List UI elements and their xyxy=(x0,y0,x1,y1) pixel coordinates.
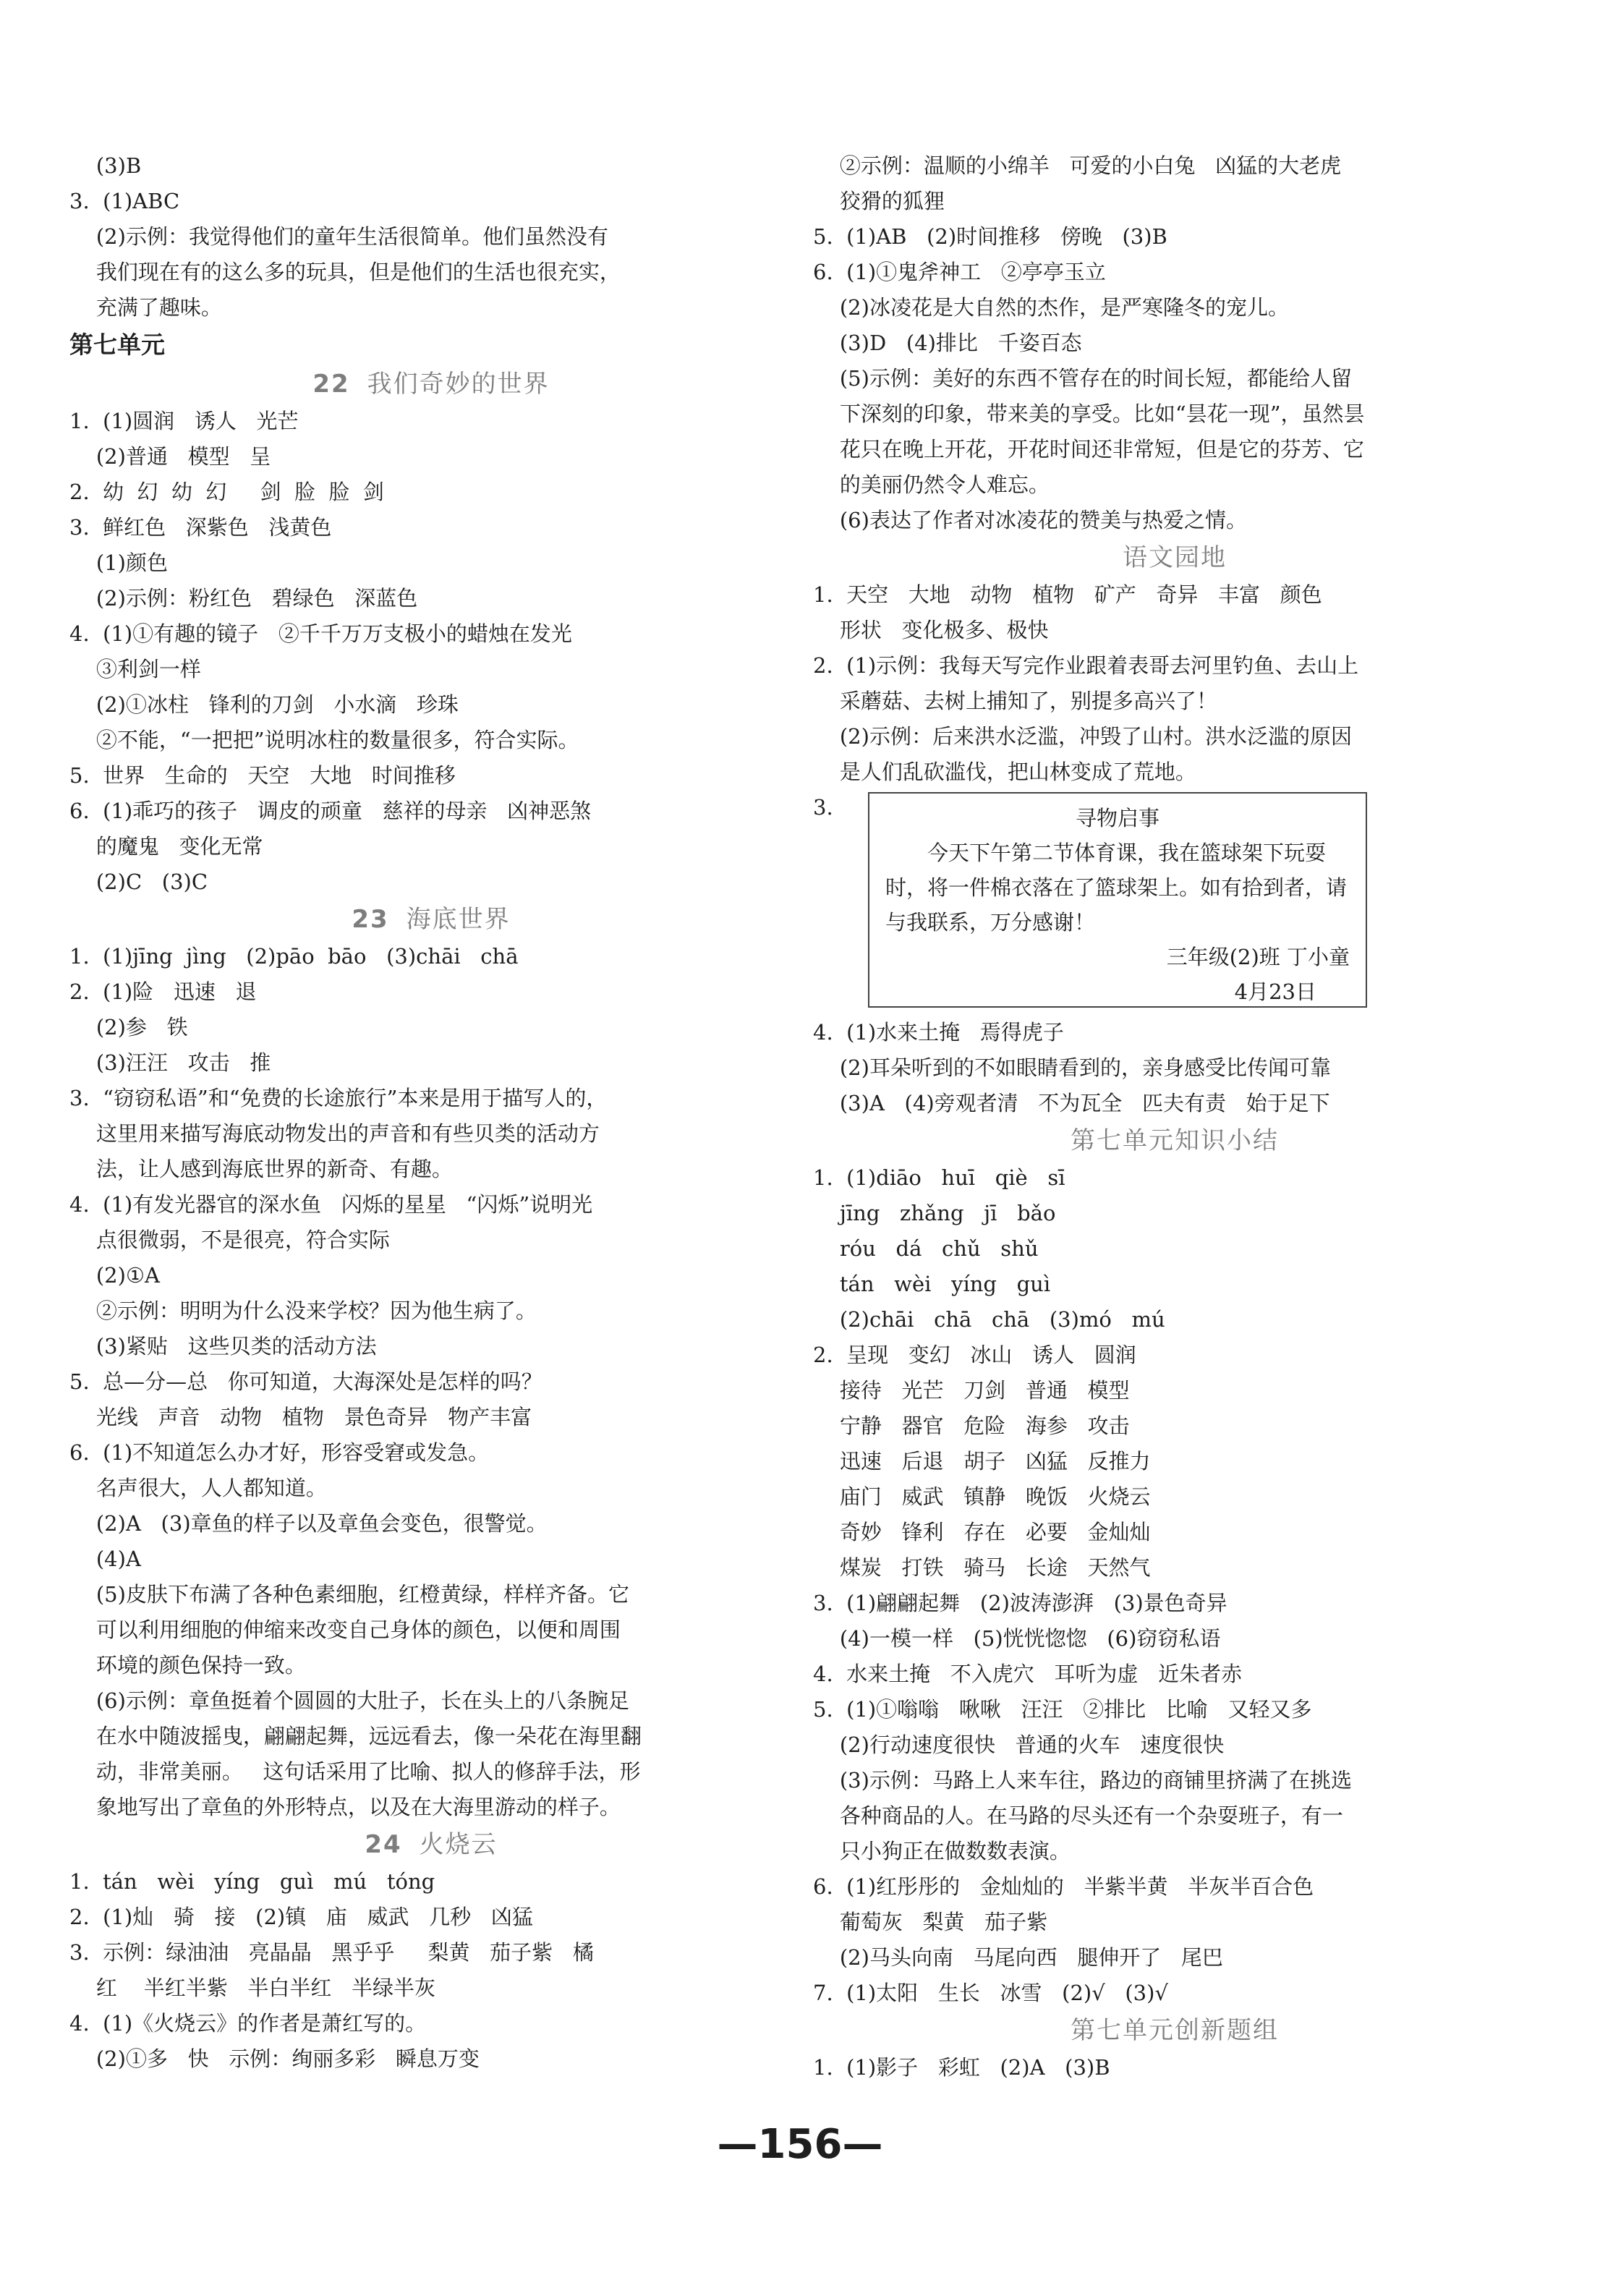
right-column-top xyxy=(813,148,1536,790)
answer-line: 采蘑菇、去树上捕知了，别提多高兴了！ xyxy=(813,689,1217,713)
answer-line: (3)紧贴 这些贝类的活动方法 xyxy=(69,1334,377,1359)
answer-line: 的美丽仍然令人难忘。 xyxy=(813,472,1050,497)
notice-body: 今天下午第二节体育课，我在篮球架下玩耍时，将一件棉衣落在了篮球架上。如有拾到者，请与我联系，万分感谢！ xyxy=(885,841,1348,935)
answer-line: (2)A (3)章鱼的样子以及章鱼会变色，很警觉。 xyxy=(69,1511,548,1536)
answer-line: 2. (1)险 迅速 退 xyxy=(69,979,257,1004)
lesson-number: 23 xyxy=(352,905,389,934)
answer-line: 3. 鲜红色 深紫色 浅黄色 xyxy=(69,515,332,540)
answer-line: (3)A (4)旁观者清 不为瓦全 匹夫有责 始于足下 xyxy=(813,1091,1330,1115)
answer-line: (2)耳朵听到的不如眼睛看到的，亲身感受比传闻可靠 xyxy=(813,1055,1331,1080)
answer-line: 2. (1)灿 骑 接 (2)镇 庙 威武 几秒 凶猛 xyxy=(69,1905,533,1929)
answer-line: (2)chāi chā chā (3)mó mú xyxy=(813,1307,1165,1332)
answer-line: 宁静 器官 危险 海参 攻击 xyxy=(813,1413,1130,1438)
answer-line: jīng zhǎng jī bǎo xyxy=(813,1201,1056,1225)
answer-line: 4. (1)《火烧云》的作者是萧红写的。 xyxy=(69,2011,427,2036)
answer-line: 象地写出了章鱼的外形特点，以及在大海里游动的样子。 xyxy=(69,1795,621,1819)
answer-line: 花只在晚上开花，开花时间还非常短，但是它的芬芳、它 xyxy=(813,437,1364,462)
lesson-title xyxy=(69,1825,793,1864)
lesson-title xyxy=(813,538,1536,577)
answer-line: (2)①多 快 示例：绚丽多彩 瞬息万变 xyxy=(69,2046,480,2071)
lost-item-notice xyxy=(868,792,1367,1008)
answer-line: 动，非常美丽。 这句话采用了比喻、拟人的修辞手法，形 xyxy=(69,1759,641,1784)
answer-line: 各种商品的人。在马路的尽头还有一个杂耍班子，有一 xyxy=(813,1803,1343,1828)
answer-line: 法，让人感到海底世界的新奇、有趣。 xyxy=(69,1157,453,1181)
answer-line: (2)示例：粉红色 碧绿色 深蓝色 xyxy=(69,586,418,611)
answer-line: tán wèi yíng guì xyxy=(813,1272,1051,1296)
answer-line: 形状 变化极多、极快 xyxy=(813,618,1049,642)
answer-line: 2. (1)示例：我每天写完作业跟着表哥去河里钓鱼、去山上 xyxy=(813,653,1359,678)
answer-line: 光线 声音 动物 植物 景色奇异 物产丰富 xyxy=(69,1405,532,1429)
answer-line: (3)汪汪 攻击 推 xyxy=(69,1050,271,1075)
answer-line: 迅速 后退 胡子 凶猛 反推力 xyxy=(813,1449,1151,1474)
answer-line: 1. (1)影子 彩虹 (2)A (3)B xyxy=(813,2055,1110,2080)
right-column-bottom xyxy=(813,1015,1536,2085)
answer-line: 3. “窃窃私语”和“免费的长途旅行”本来是用于描写人的， xyxy=(69,1086,608,1110)
answer-line: (2)示例：我觉得他们的童年生活很简单。他们虽然没有 xyxy=(69,224,608,249)
answer-line: (2)行动速度很快 普通的火车 速度很快 xyxy=(813,1732,1225,1757)
answer-line: 1. tán wèi yíng guì mú tóng xyxy=(69,1869,435,1894)
answer-line: (5)皮肤下布满了各种色素细胞，红橙黄绿，样样齐备。它 xyxy=(69,1582,629,1607)
answer-line: 煤炭 打铁 骑马 长途 天然气 xyxy=(813,1555,1151,1580)
answer-line: 3. 示例：绿油油 亮晶晶 黑乎乎 梨黄 茄子紫 橘 xyxy=(69,1940,594,1965)
left-column xyxy=(69,148,793,2077)
answer-line: (3)B xyxy=(69,153,142,178)
answer-line: 4. (1)水来土掩 焉得虎子 xyxy=(813,1020,1064,1045)
answer-line: (2)示例：后来洪水泛滥，冲毁了山村。洪水泛滥的原因 xyxy=(813,724,1352,749)
answer-line: 接待 光芒 刀剑 普通 模型 xyxy=(813,1378,1130,1403)
unit-heading: 第七单元 xyxy=(69,331,165,359)
answer-line: 1. (1)diāo huī qiè sī xyxy=(813,1165,1065,1190)
answer-line: 6. (1)红彤彤的 金灿灿的 半紫半黄 半灰半百合色 xyxy=(813,1874,1314,1899)
answer-line: 2. 呈现 变幻 冰山 诱人 圆润 xyxy=(813,1343,1136,1367)
answer-line: (5)示例：美好的东西不管存在的时间长短，都能给人留 xyxy=(813,366,1352,391)
lesson-number: 24 xyxy=(365,1830,402,1859)
answer-line: 环境的颜色保持一致。 xyxy=(69,1653,306,1678)
notice-date: 4月23日 xyxy=(1234,979,1316,1004)
answer-line: 充满了趣味。 xyxy=(69,295,222,320)
answer-line: 5. 总—分—总 你可知道，大海深处是怎样的吗？ xyxy=(69,1369,542,1394)
answer-line: (6)示例：章鱼挺着个圆圆的大肚子，长在头上的八条腕足 xyxy=(69,1688,629,1713)
answer-line: (4)A xyxy=(69,1547,141,1571)
answer-line: (2)冰凌花是大自然的杰作，是严寒隆冬的宠儿。 xyxy=(813,295,1289,320)
answer-line: 的魔鬼 变化无常 xyxy=(69,834,263,859)
notice-title: 寻物启事 xyxy=(1075,806,1159,830)
answer-line: ②示例：温顺的小绵羊 可爱的小白兔 凶猛的大老虎 xyxy=(813,153,1342,178)
lesson-number: 22 xyxy=(312,370,350,399)
answer-line: 4. (1)有发光器官的深水鱼 闪烁的星星 “闪烁”说明光 xyxy=(69,1192,593,1217)
answer-line: 1. (1)jīng jìng (2)pāo bāo (3)chāi chā xyxy=(69,944,519,969)
answer-line: 奇妙 锋利 存在 必要 金灿灿 xyxy=(813,1520,1151,1544)
answer-line: 我们现在有的这么多的玩具，但是他们的生活也很充实， xyxy=(69,260,621,284)
answer-line: 4. 水来土掩 不入虎穴 耳听为虚 近朱者赤 xyxy=(813,1662,1243,1686)
answer-line: 7. (1)太阳 生长 冰雪 (2)√ (3)√ xyxy=(813,1981,1168,2005)
answer-line: (1)颜色 xyxy=(69,550,168,575)
answer-line: (2)参 铁 xyxy=(69,1015,188,1039)
answer-line: 在水中随波摇曳，翩翩起舞，远远看去，像一朵花在海里翻 xyxy=(69,1724,642,1748)
answer-line: ②示例：明明为什么没来学校？因为他生病了。 xyxy=(69,1298,537,1323)
answer-line: (3)D (4)排比 千姿百态 xyxy=(813,331,1082,355)
answer-line: 6. (1)①鬼斧神工 ②亭亭玉立 xyxy=(813,260,1106,284)
answer-line: (2)普通 模型 呈 xyxy=(69,444,271,469)
answer-line: 庙门 威武 镇静 晚饭 火烧云 xyxy=(813,1484,1151,1509)
answer-line: 3. (1)ABC xyxy=(69,189,180,213)
answer-line: 红 半红半紫 半白半红 半绿半灰 xyxy=(69,1976,436,2000)
answer-line: 6. (1)乖巧的孩子 调皮的顽童 慈祥的母亲 凶神恶煞 xyxy=(69,799,592,823)
answer-line: 只小狗正在做数数表演。 xyxy=(813,1839,1071,1863)
lesson-title-text: 第七单元创新题组 xyxy=(1071,2016,1279,2045)
page-number: —156— xyxy=(717,2121,883,2168)
lesson-title-text: 火烧云 xyxy=(419,1830,498,1859)
answer-line: ②不能，“一把把”说明冰柱的数量很多，符合实际。 xyxy=(69,728,579,752)
answer-line: (4)一模一样 (5)恍恍惚惚 (6)窃窃私语 xyxy=(813,1626,1221,1651)
answer-line: 这里用来描写海底动物发出的声音和有些贝类的活动方 xyxy=(69,1121,600,1146)
answer-line: (2)①冰柱 锋利的刀剑 小水滴 珍珠 xyxy=(69,692,459,717)
lesson-title xyxy=(813,1121,1536,1160)
answer-line: (2)C (3)C xyxy=(69,869,208,894)
answer-line: 1. (1)圆润 诱人 光芒 xyxy=(69,409,299,433)
answer-line: 点很微弱，不是很亮，符合实际 xyxy=(69,1228,390,1252)
answer-line: (3)示例：马路上人来车往，路边的商铺里挤满了在挑选 xyxy=(813,1768,1352,1793)
answer-line: 3. (1)翩翩起舞 (2)波涛澎湃 (3)景色奇异 xyxy=(813,1591,1227,1615)
lesson-title xyxy=(69,365,793,404)
answer-line: 6. (1)不知道怎么办才好，形容受窘或发急。 xyxy=(69,1440,490,1465)
lesson-title-text: 语文园地 xyxy=(1123,543,1227,572)
answer-line: róu dá chǔ shǔ xyxy=(813,1236,1039,1261)
answer-line: 4. (1)①有趣的镜子 ②千千万万支极小的蜡烛在发光 xyxy=(69,621,572,646)
answer-line: 是人们乱砍滥伐，把山林变成了荒地。 xyxy=(813,760,1196,784)
answer-line: 2. 幼 幻 幼 幻 剑 脸 脸 剑 xyxy=(69,480,384,504)
lesson-title xyxy=(813,2011,1536,2050)
answer-line: 名声很大，人人都知道。 xyxy=(69,1476,327,1500)
answer-line: (2)马头向南 马尾向西 腿伸开了 尾巴 xyxy=(813,1945,1223,1970)
lesson-title-text: 海底世界 xyxy=(406,905,511,934)
lesson-title-text: 第七单元知识小结 xyxy=(1071,1126,1279,1155)
lesson-title-text: 我们奇妙的世界 xyxy=(367,370,550,399)
answer-line: ③利剑一样 xyxy=(69,657,201,681)
lesson-title xyxy=(69,900,793,939)
answer-line: 葡萄灰 梨黄 茄子紫 xyxy=(813,1910,1048,1934)
notice-signature: 三年级(2)班 丁小童 xyxy=(1166,945,1350,969)
answer-line: 5. 世界 生命的 天空 大地 时间推移 xyxy=(69,763,456,788)
answer-line: 5. (1)AB (2)时间推移 傍晚 (3)B xyxy=(813,224,1167,249)
answer-line: (6)表达了作者对冰凌花的赞美与热爱之情。 xyxy=(813,508,1247,532)
answer-line: 下深刻的印象，带来美的享受。比如“昙花一现”，虽然昙 xyxy=(813,401,1365,426)
answer-line: (2)①A xyxy=(69,1263,160,1288)
answer-line: 5. (1)①嗡嗡 啾啾 汪汪 ②排比 比喻 又轻又多 xyxy=(813,1697,1312,1722)
right-column xyxy=(813,148,1536,2085)
answer-line: 狡猾的狐狸 xyxy=(813,189,945,213)
notice-label: 3. xyxy=(813,795,833,820)
answer-line: 1. 天空 大地 动物 植物 矿产 奇异 丰富 颜色 xyxy=(813,582,1322,607)
answer-line: 可以利用细胞的伸缩来改变自己身体的颜色，以便和周围 xyxy=(69,1617,621,1642)
